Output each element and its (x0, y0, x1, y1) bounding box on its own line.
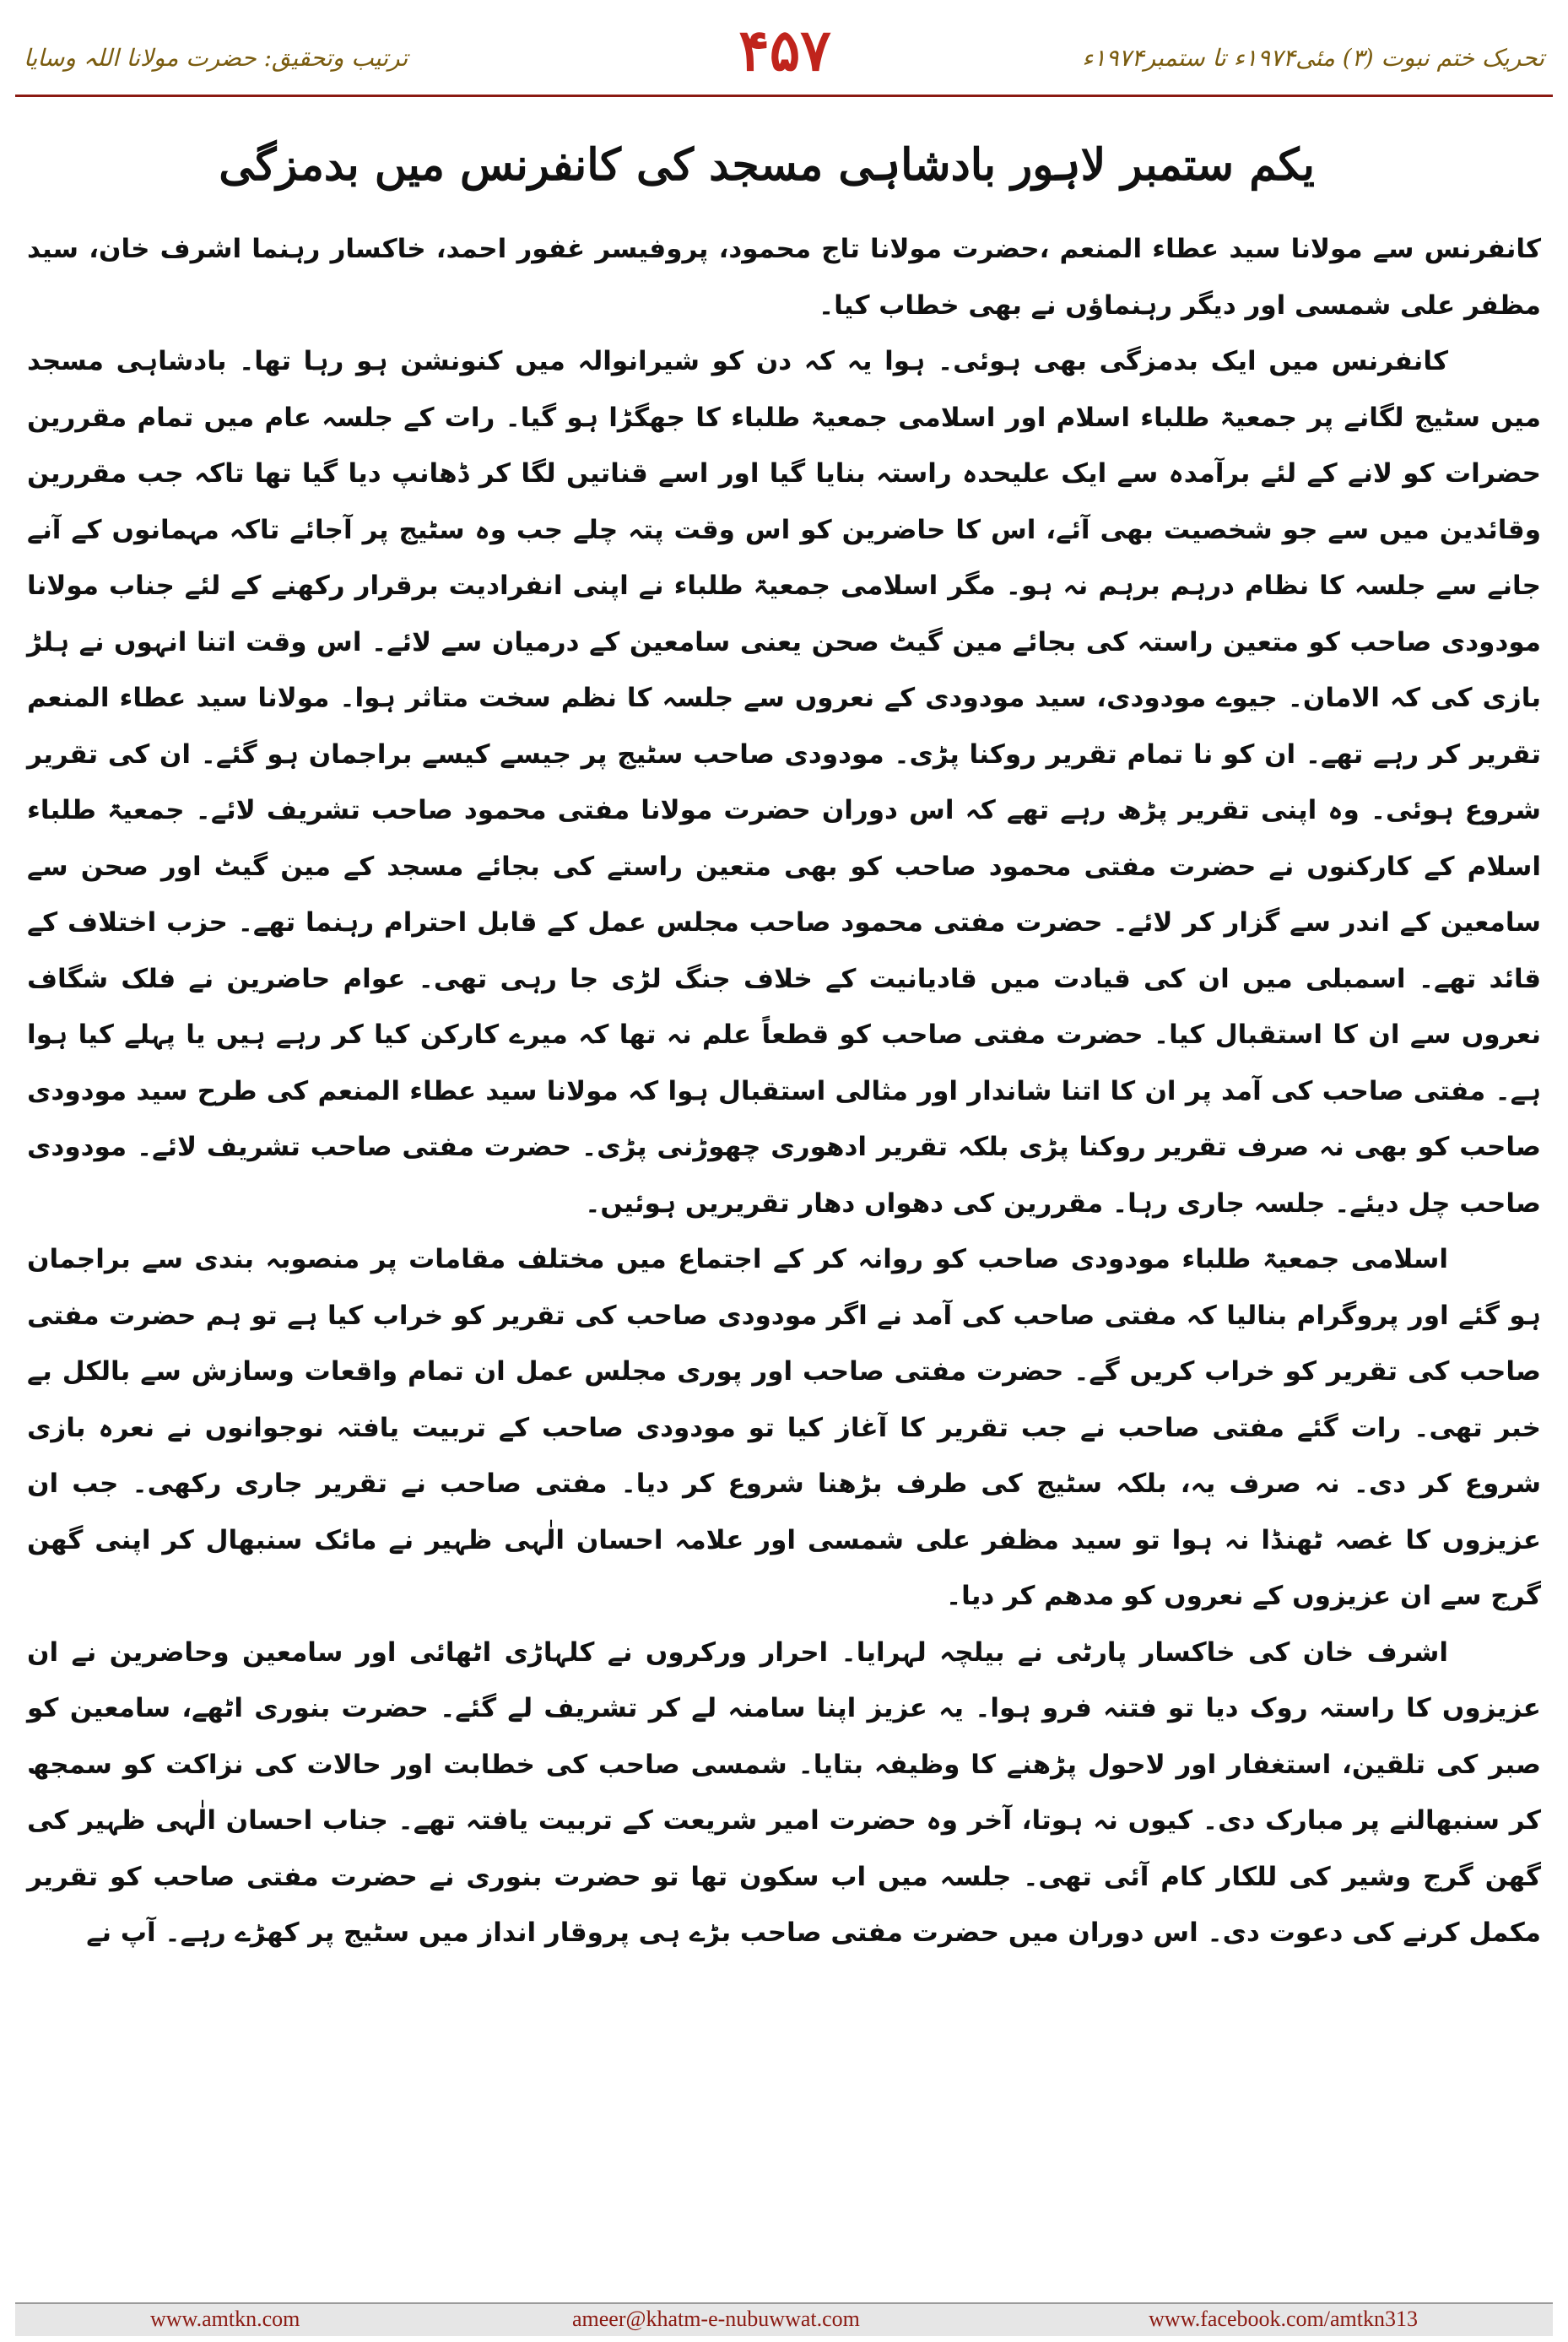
header-book-title: تحریک ختم نبوت (۳) مئی۱۹۷۴ء تا ستمبر۱۹۷۴ء (1082, 44, 1544, 72)
header-divider (15, 95, 1553, 97)
paragraph-4: اشرف خان کی خاکسار پارٹی نے بیلچہ لہرایا۔ احرار ورکروں نے کلہاڑی اٹھائی اور سامعین وحاضرین نے ان عزیزوں کا راستہ روک دیا تو فتنہ فرو ہوا۔ یہ عزیز اپنا سامنہ لے کر تشریف لے گئے۔ حضرت بنوری اٹھے، سامعین کو صبر کی تلقین، استغفار اور لاحول پڑھنے کا وظیفہ بتایا۔ شمسی صاحب کی خطابت اور حالات کی نزاکت کو سمجھ کر سنبھالنے پر مبارک دی۔ کیوں نہ ہوتا، آخر وہ حضرت امیر شریعت کے تربیت یافتہ تھے۔ جناب احسان الٰہی ظہیر کی گھن گرج وشیر کی للکار کام آئی تھی۔ جلسہ میں اب سکون تھا تو حضرت بنوری نے حضرت مفتی صاحب کو تقریر مکمل کرنے کی دعوت دی۔ اس دوران میں حضرت مفتی صاحب بڑے ہی پروقار انداز میں سٹیج پر کھڑے رہے۔ آپ نے (27, 1636, 1541, 1948)
paragraph-1: کانفرنس سے مولانا سید عطاء المنعم ،حضرت مولانا تاج محمود، پروفیسر غفور احمد، خاکسار رہنما اشرف خان، سید مظفر علی شمسی اور دیگر رہنماؤں نے بھی خطاب کیا۔ (27, 234, 1541, 321)
paragraph-2: کانفرنس میں ایک بدمزگی بھی ہوئی۔ ہوا یہ کہ دن کو شیرانوالہ میں کنونشن ہو رہا تھا۔ بادشاہی مسجد میں سٹیج لگانے پر جمعیۃ طلباء اسلام اور اسلامی جمعیۃ طلباء کا جھگڑا ہو گیا۔ رات کے جلسہ عام میں تمام مقررین حضرات کو لانے کے لئے برآمدہ سے ایک علیحدہ راستہ بنایا گیا اور اسے قناتیں لگا کر ڈھانپ دیا گیا تھا تاکہ جب مقررین وقائدین میں سے جو شخصیت بھی آئے، اس کا حاضرین کو اس وقت پتہ چلے جب وہ سٹیج پر آجائے تاکہ مہمانوں کے آنے جانے سے جلسہ کا نظام درہم برہم نہ ہو۔ مگر اسلامی جمعیۃ طلباء نے اپنی انفرادیت برقرار رکھنے کے لئے جناب مولانا مودودی صاحب کو متعین راستہ کی بجائے مین گیٹ صحن یعنی سامعین کے درمیان سے لائے۔ اس وقت اتنا انہوں نے ہلڑ بازی کی کہ الامان۔ جیوے مودودی، سید مودودی کے نعروں سے جلسہ کا نظم سخت متاثر ہوا۔ مولانا سید عطاء المنعم تقریر کر رہے تھے۔ ان کو نا تمام تقریر روکنا پڑی۔ مودودی صاحب سٹیج پر جیسے کیسے براجمان ہو گئے۔ ان کی تقریر شروع ہوئی۔ وہ اپنی تقریر پڑھ رہے تھے کہ اس دوران حضرت مولانا مفتی محمود صاحب تشریف لائے۔ جمعیۃ طلباء اسلام کے کارکنوں نے حضرت مفتی محمود صاحب کو بھی متعین راستے کی بجائے مسجد کے مین گیٹ اور صحن سے سامعین کے اندر سے گزار کر لائے۔ حضرت مفتی محمود صاحب مجلس عمل کے قابل احترام رہنما تھے۔ حزب اختلاف کے قائد تھے۔ اسمبلی میں ان کی قیادت میں قادیانیت کے خلاف جنگ لڑی جا رہی تھی۔ عوام حاضرین نے فلک شگاف نعروں سے ان کا استقبال کیا۔ حضرت مفتی صاحب کو قطعاً علم نہ تھا کہ میرے کارکن کیا کر رہے ہیں یا پہلے کیا ہوا ہے۔ مفتی صاحب کی آمد پر ان کا اتنا شاندار اور مثالی استقبال ہوا کہ مولانا سید عطاء المنعم کی طرح سید مودودی صاحب کو بھی نہ صرف تقریر روکنا پڑی بلکہ تقریر ادھوری چھوڑنی پڑی۔ حضرت مفتی صاحب تشریف لائے۔ مودودی صاحب چل دیئے۔ جلسہ جاری رہا۔ مقررین کی دھواں دھار تقریریں ہوئیں۔ (27, 346, 1541, 1219)
page-header (0, 0, 1568, 127)
page-number: ۴۵۷ (738, 17, 831, 84)
footer-email-link[interactable]: ameer@khatm-e-nubuwwat.com (572, 2307, 860, 2331)
paragraph-3: اسلامی جمعیۃ طلباء مودودی صاحب کو روانہ کر کے اجتماع میں مختلف مقامات پر منصوبہ بندی سے براجمان ہو گئے اور پروگرام بنالیا کہ مفتی صاحب کی آمد نے اگر مودودی صاحب کی تقریر کو خراب کیا ہے تو ہم حضرت مفتی صاحب کی تقریر کو خراب کریں گے۔ حضرت مفتی صاحب اور پوری مجلس عمل ان تمام واقعات وسازش سے بالکل بے خبر تھی۔ رات گئے مفتی صاحب نے جب تقریر کا آغاز کیا تو مودودی صاحب کے تربیت یافتہ نوجوانوں نے نعرہ بازی شروع کر دی۔ نہ صرف یہ، بلکہ سٹیج کی طرف بڑھنا شروع کر دیا۔ مفتی صاحب نے تقریر جاری رکھی۔ جب ان عزیزوں کا غصہ ٹھنڈا نہ ہوا تو سید مظفر علی شمسی اور علامہ احسان الٰہی ظہیر نے مائک سنبھال کر اپنی گھن گرج سے ان عزیزوں کے نعروں کو مدھم کر دیا۔ (27, 1244, 1541, 1611)
page-footer (15, 2302, 1553, 2336)
section-heading: یکم ستمبر لاہور بادشاہی مسجد کی کانفرنس میں بدمزگی (219, 139, 1315, 191)
footer-website-link[interactable]: www.amtkn.com (150, 2307, 300, 2331)
footer-facebook-link[interactable]: www.facebook.com/amtkn313 (1149, 2307, 1418, 2331)
header-compiler-credit: ترتیب وتحقیق: حضرت مولانا اللہ وسایا (24, 44, 408, 72)
body-text (27, 221, 1541, 2247)
